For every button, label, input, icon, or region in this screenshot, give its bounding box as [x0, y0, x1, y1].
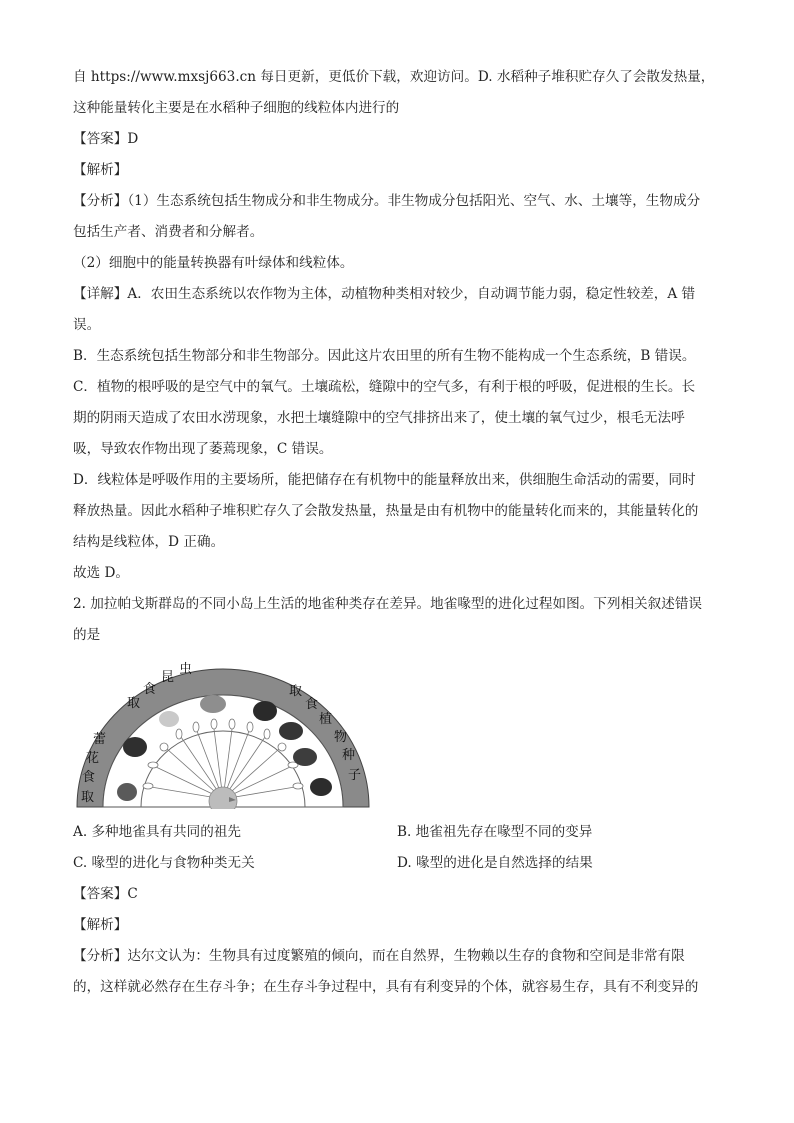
text-line: D．线粒体是呼吸作用的主要场所，能把储存在有机物中的能量释放出来，供细胞生命活动的需要，同时	[73, 472, 696, 488]
text-line: 这种能量转化主要是在水稻种子细胞的线粒体内进行的	[73, 100, 400, 116]
analysis-label: 【解析】	[73, 917, 128, 933]
option-a: A. 多种地雀具有共同的祖先	[73, 824, 241, 840]
text-line: C．植物的根呼吸的是空气中的氧气。土壤疏松，缝隙中的空气多，有利于根的呼吸，促进根的生长。长	[73, 379, 696, 395]
text-line: 结构是线粒体，D 正确。	[73, 534, 225, 550]
option-b: B. 地雀祖先存在喙型不同的变异	[397, 824, 593, 840]
svg-text:昆: 昆	[161, 670, 175, 685]
text-line: （2）细胞中的能量转换器有叶绿体和线粒体。	[73, 255, 354, 271]
header-line: 自 https://www.mxsj663.cn 每日更新，更低价下载，欢迎访问。D. 水稻种子堆积贮存久了会散发热量，	[73, 69, 715, 85]
svg-text:植: 植	[319, 712, 333, 727]
svg-text:物: 物	[334, 730, 348, 745]
text-line: 吸，导致农作物出现了萎蔫现象，C 错误。	[73, 441, 333, 457]
option-c: C. 喙型的进化与食物种类无关	[73, 855, 255, 871]
text-line: 【分析】达尔文认为：生物具有过度繁殖的倾向，而在自然界，生物赖以生存的食物和空间是非常有限	[73, 948, 685, 964]
finch-beak-figure	[73, 659, 373, 809]
svg-text:食: 食	[305, 697, 319, 712]
text-line: 误。	[73, 317, 101, 333]
answer-options	[73, 817, 723, 879]
text-line: 【分析】（1）生态系统包括生物成分和非生物成分。非生物成分包括阳光、空气、水、土壤等，生物成分	[73, 193, 701, 209]
svg-text:食: 食	[143, 682, 157, 697]
text-line: 故选 D。	[73, 565, 130, 581]
text-line: B．生态系统包括生物部分和非生物部分。因此这片农田里的所有生物不能构成一个生态系统，B 错误。	[73, 348, 696, 364]
text-line: 期的阴雨天造成了农田水涝现象，水把土壤缝隙中的空气排挤出来了，使土壤的氧气过少，根毛无法呼	[73, 410, 685, 426]
figure-label-flower: 蕾	[93, 732, 107, 747]
analysis-label: 【解析】	[73, 162, 128, 178]
svg-text:花: 花	[86, 751, 100, 766]
svg-text:食: 食	[82, 770, 96, 785]
answer-label: 【答案】D	[73, 131, 139, 147]
text-line: 包括生产者、消费者和分解者。	[73, 224, 264, 240]
finch-evolution-diagram	[73, 659, 373, 809]
option-d: D. 喙型的进化是自然选择的结果	[397, 855, 593, 871]
svg-text:虫: 虫	[179, 662, 193, 677]
figure-label-insect: 取	[127, 696, 141, 711]
svg-text:子: 子	[348, 768, 362, 783]
answer-label: 【答案】C	[73, 886, 138, 902]
text-line: 的，这样就必然存在生存斗争；在生存斗争过程中，具有有利变异的个体，就容易生存，具有不利变异的	[73, 979, 699, 995]
question-stem: 的是	[73, 627, 101, 643]
svg-text:取: 取	[81, 790, 95, 805]
figure-label-seed: 取	[289, 684, 303, 699]
text-line: 【详解】A．农田生态系统以农作物为主体，动植物种类相对较少，自动调节能力弱，稳定性较差，A 错	[73, 286, 696, 302]
document-page	[73, 62, 723, 1003]
text-line: 释放热量。因此水稻种子堆积贮存久了会散发热量，热量是由有机物中的能量转化而来的，其能量转化的	[73, 503, 699, 519]
question-stem: 2. 加拉帕戈斯群岛的不同小岛上生活的地雀种类存在差异。地雀喙型的进化过程如图。下列相关叙述错误	[73, 596, 703, 612]
svg-text:种: 种	[342, 748, 356, 763]
